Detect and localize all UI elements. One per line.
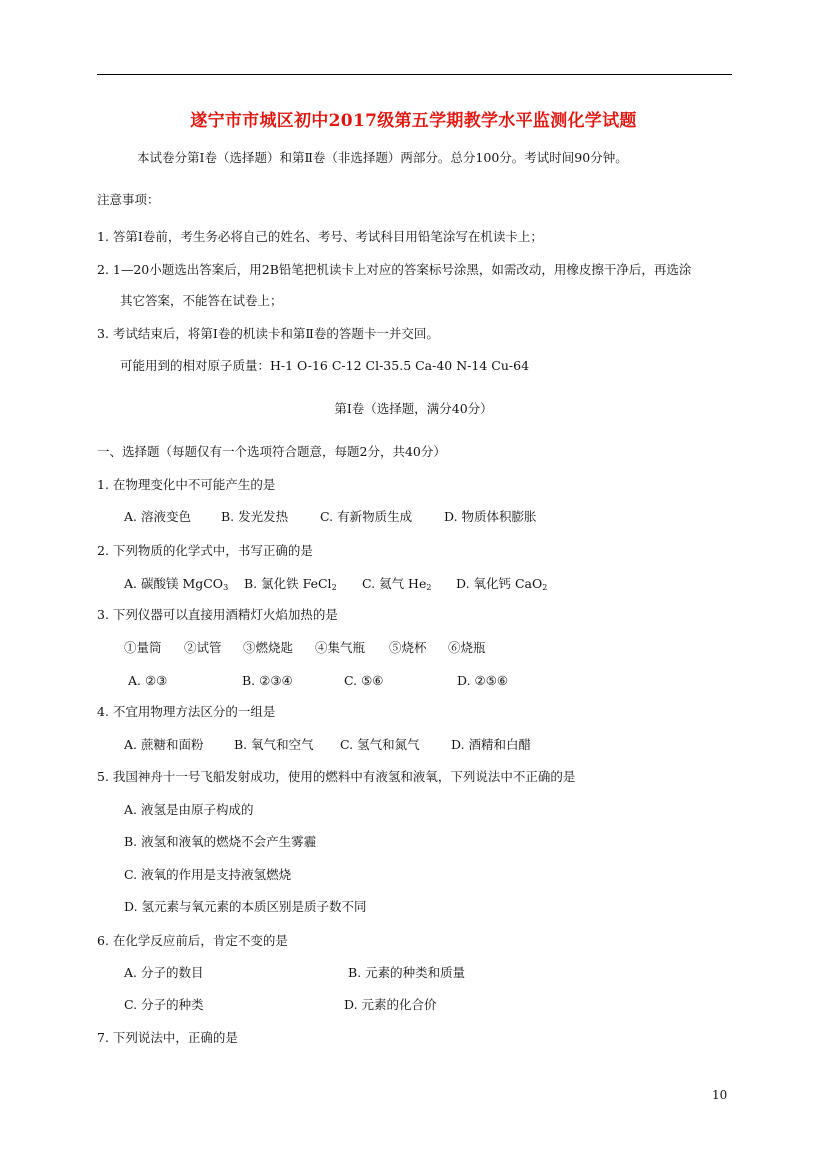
option-c: C. ⑤⑥ bbox=[344, 673, 384, 688]
option-b: B. 氯化铁 FeCl$_2$ bbox=[244, 576, 337, 592]
question-3-stem: 3. 下列仪器可以直接用酒精灯火焰加热的是 bbox=[97, 607, 338, 622]
option-a: A. 分子的数目 bbox=[124, 965, 204, 980]
question-5-stem: 5. 我国神舟十一号飞船发射成功，使用的燃料中有液氢和液氧，下列说法中不正确的是 bbox=[97, 769, 576, 784]
option-c: C. 氢气和氮气 bbox=[340, 737, 420, 752]
question-6-stem: 6. 在化学反应前后，肯定不变的是 bbox=[97, 933, 288, 948]
instrument-item: ③燃烧匙 bbox=[243, 640, 294, 655]
option-a: A. 蔗糖和面粉 bbox=[124, 737, 204, 752]
instrument-item: ⑥烧瓶 bbox=[448, 640, 486, 655]
option-a: A. ②③ bbox=[128, 673, 168, 688]
option-d: D. ②⑤⑥ bbox=[457, 673, 509, 688]
option-b: B. 元素的种类和质量 bbox=[348, 965, 466, 980]
option-c: C. 分子的种类 bbox=[124, 997, 204, 1012]
question-5-option-a: A. 液氢是由原子构成的 bbox=[124, 802, 254, 817]
question-6-options-row-2 bbox=[124, 997, 724, 1013]
question-4-stem: 4. 不宜用物理方法区分的一组是 bbox=[97, 704, 276, 719]
note-item-1: 1. 答第Ⅰ卷前，考生务必将自己的姓名、考号、考试科目用铅笔涂写在机读卡上； bbox=[97, 229, 543, 244]
question-5-option-d: D. 氢元素与氧元素的本质区别是质子数不同 bbox=[124, 899, 367, 914]
notes-heading: 注意事项： bbox=[97, 192, 160, 207]
exam-intro: 本试卷分第Ⅰ卷（选择题）和第Ⅱ卷（非选择题）两部分。总分100分。考试时间90分钟。 bbox=[137, 150, 628, 165]
option-d: D. 氧化钙 CaO$_2$ bbox=[456, 576, 548, 592]
note-item-3: 3. 考试结束后，将第Ⅰ卷的机读卡和第Ⅱ卷的答题卡一并交回。 bbox=[97, 326, 439, 341]
instrument-item: ①量筒 bbox=[124, 640, 162, 655]
question-5-option-c: C. 液氧的作用是支持液氢燃烧 bbox=[124, 867, 292, 882]
option-b: B. ②③④ bbox=[242, 673, 293, 688]
question-3-instruments bbox=[124, 640, 724, 656]
question-5-option-b: B. 液氢和液氧的燃烧不会产生雾霾 bbox=[124, 834, 317, 849]
option-b: B. 氧气和空气 bbox=[234, 737, 314, 752]
question-2-options bbox=[124, 576, 724, 592]
question-1-options bbox=[124, 509, 724, 525]
option-c: C. 氦气 $He_2$ bbox=[362, 576, 432, 592]
exam-title: 遂宁市市城区初中2017级第五学期教学水平监测化学试题 bbox=[190, 111, 637, 131]
instrument-item: ②试管 bbox=[184, 640, 222, 655]
option-a: A. 溶液变色 bbox=[124, 509, 191, 524]
instrument-item: ⑤烧杯 bbox=[389, 640, 427, 655]
option-b: B. 发光发热 bbox=[221, 509, 289, 524]
option-d: D. 元素的化合价 bbox=[344, 997, 437, 1012]
note-item-2: 2. 1—20小题选出答案后，用2B铅笔把机读卡上对应的答案标号涂黑，如需改动，用橡皮擦干净后，再选涂 bbox=[97, 262, 692, 277]
question-3-options bbox=[128, 673, 728, 689]
page-number: 10 bbox=[712, 1088, 728, 1102]
note-item-2-cont: 其它答案，不能答在试卷上； bbox=[120, 293, 283, 308]
question-1-stem: 1. 在物理变化中不可能产生的是 bbox=[97, 477, 276, 492]
instrument-item: ④集气瓶 bbox=[315, 640, 366, 655]
option-a: A. 碳酸镁 MgCO$_3$ bbox=[124, 576, 229, 592]
option-c: C. 有新物质生成 bbox=[320, 509, 413, 524]
header-rule bbox=[97, 74, 732, 75]
atomic-masses: 可能用到的相对原子质量：H-1 O-16 C-12 Cl-35.5 Ca-40 N-14 Cu-64 bbox=[120, 358, 530, 373]
question-2-stem: 2. 下列物质的化学式中，书写正确的是 bbox=[97, 543, 313, 558]
question-6-options-row-1 bbox=[124, 965, 724, 981]
option-d: D. 酒精和白醋 bbox=[451, 737, 532, 752]
question-4-options bbox=[124, 737, 724, 753]
option-d: D. 物质体积膨胀 bbox=[444, 509, 537, 524]
question-7-stem: 7. 下列说法中，正确的是 bbox=[97, 1030, 238, 1045]
part-heading: 一、选择题（每题仅有一个选项符合题意，每题2分，共40分） bbox=[97, 444, 446, 459]
section-title: 第Ⅰ卷（选择题，满分40分） bbox=[334, 401, 493, 416]
